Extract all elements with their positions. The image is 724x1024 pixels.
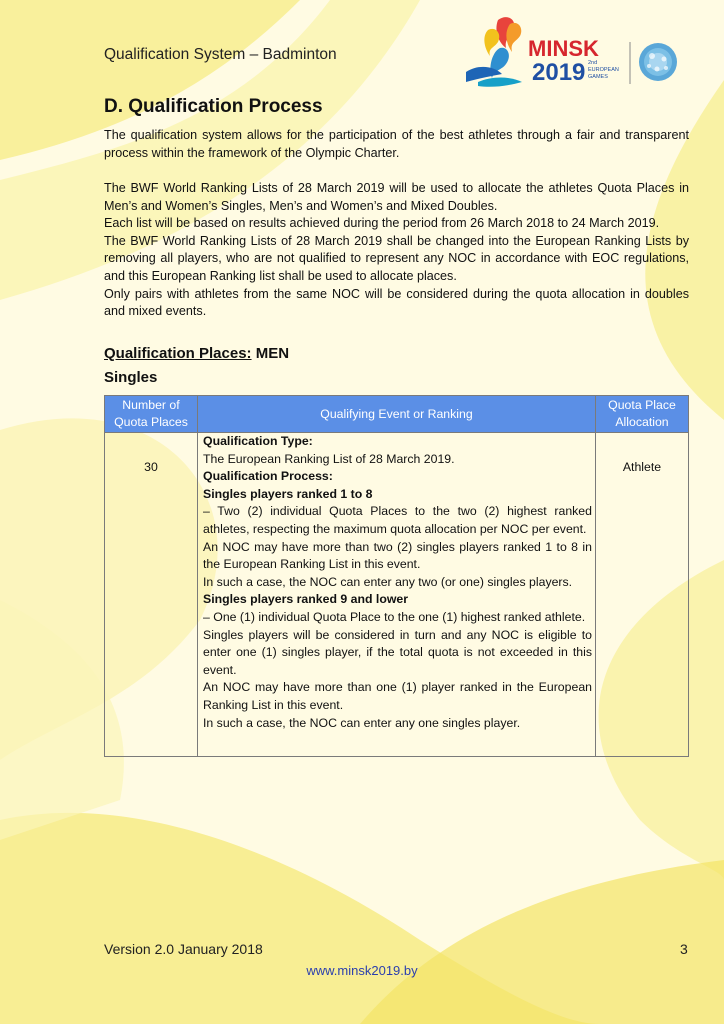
- qualifying-event-cell: [198, 433, 596, 757]
- quota-places-cell: 30: [105, 433, 198, 757]
- desc-line: Singles players ranked 1 to 8: [203, 486, 373, 501]
- table-header-row: [105, 396, 689, 433]
- desc-line: The European Ranking List of 28 March 2019.: [203, 451, 455, 466]
- desc-line: An NOC may have more than two (2) singles players ranked 1 to 8 in the European Ranking List in this event.: [203, 539, 592, 572]
- eoc-globe-icon: [639, 43, 677, 81]
- desc-line: Singles players will be considered in turn and any NOC is eligible to enter one (1) singles player, if the total quota is not exceeded in this event.: [203, 627, 592, 677]
- footer-page-number: 3: [680, 941, 688, 957]
- desc-line: Singles players ranked 9 and lower: [203, 592, 409, 607]
- logo-sub-line-3: GAMES: [588, 74, 608, 80]
- logo-sub-line-2: EUROPEAN: [588, 67, 619, 73]
- allocation-cell: Athlete: [596, 433, 689, 757]
- footer-version: Version 2.0 January 2018: [104, 941, 263, 957]
- header-qualifying-event: Qualifying Event or Ranking: [198, 396, 596, 433]
- desc-line: – One (1) individual Quota Place to the one (1) highest ranked athlete.: [203, 609, 586, 624]
- desc-line: Qualification Process:: [203, 469, 333, 484]
- minsk-2019-logo: [458, 12, 686, 94]
- header-allocation: Quota Place Allocation: [596, 396, 689, 433]
- body-paragraph: Only pairs with athletes from the same NOC will be considered during the quota allocation in doubles and mixed events.: [104, 286, 689, 319]
- desc-line: Qualification Type:: [203, 434, 313, 448]
- table-row: [105, 433, 689, 757]
- header-quota-places: Number of Quota Places: [105, 396, 198, 433]
- qualification-places-heading: [104, 345, 289, 362]
- qualification-places-gender: MEN: [255, 345, 290, 362]
- qualification-places-label: Qualification Places:: [104, 345, 252, 362]
- header-title: Qualification System – Badminton: [104, 46, 337, 63]
- section-title: D. Qualification Process: [104, 96, 323, 117]
- body-paragraph: The BWF World Ranking Lists of 28 March 2019 shall be changed into the European Ranking Lists by removing all players, who are not qualified to represent any NOC in accordance with EOC regulations, and this European Ranking list shall be used to allocate places.: [104, 233, 689, 283]
- desc-line: An NOC may have more than one (1) player ranked in the European Ranking List in this event.: [203, 680, 592, 712]
- desc-line: In such a case, the NOC can enter any two (or one) singles players.: [203, 574, 573, 589]
- body-paragraph: Each list will be based on results achieved during the period from 26 March 2018 to 24 March 2019.: [104, 216, 660, 231]
- desc-line: In such a case, the NOC can enter any one singles player.: [203, 715, 521, 730]
- quota-table: [104, 395, 689, 757]
- logo-year: 2019: [532, 59, 586, 86]
- desc-line: – Two (2) individual Quota Places to the two (2) highest ranked athletes, respecting the maximum quota allocation per NOC per event.: [203, 504, 592, 536]
- flame-torch-icon: [466, 17, 522, 87]
- body-paragraphs: [104, 180, 689, 321]
- intro-paragraph: [104, 127, 689, 162]
- logo-sub-line-1: 2nd: [588, 60, 598, 66]
- intro-text: The qualification system allows for the participation of the best athletes through a fair and transparent process within the framework of the Olympic Charter.: [104, 128, 689, 160]
- logo-wordmark: MINSK: [528, 36, 599, 61]
- body-paragraph: The BWF World Ranking Lists of 28 March 2019 will be used to allocate the athletes Quota Places in Men’s and Women’s Singles, Men’s and Women’s and Mixed Doubles.: [104, 181, 689, 213]
- event-heading: Singles: [104, 369, 158, 386]
- footer-url-link[interactable]: www.minsk2019.by: [306, 963, 418, 978]
